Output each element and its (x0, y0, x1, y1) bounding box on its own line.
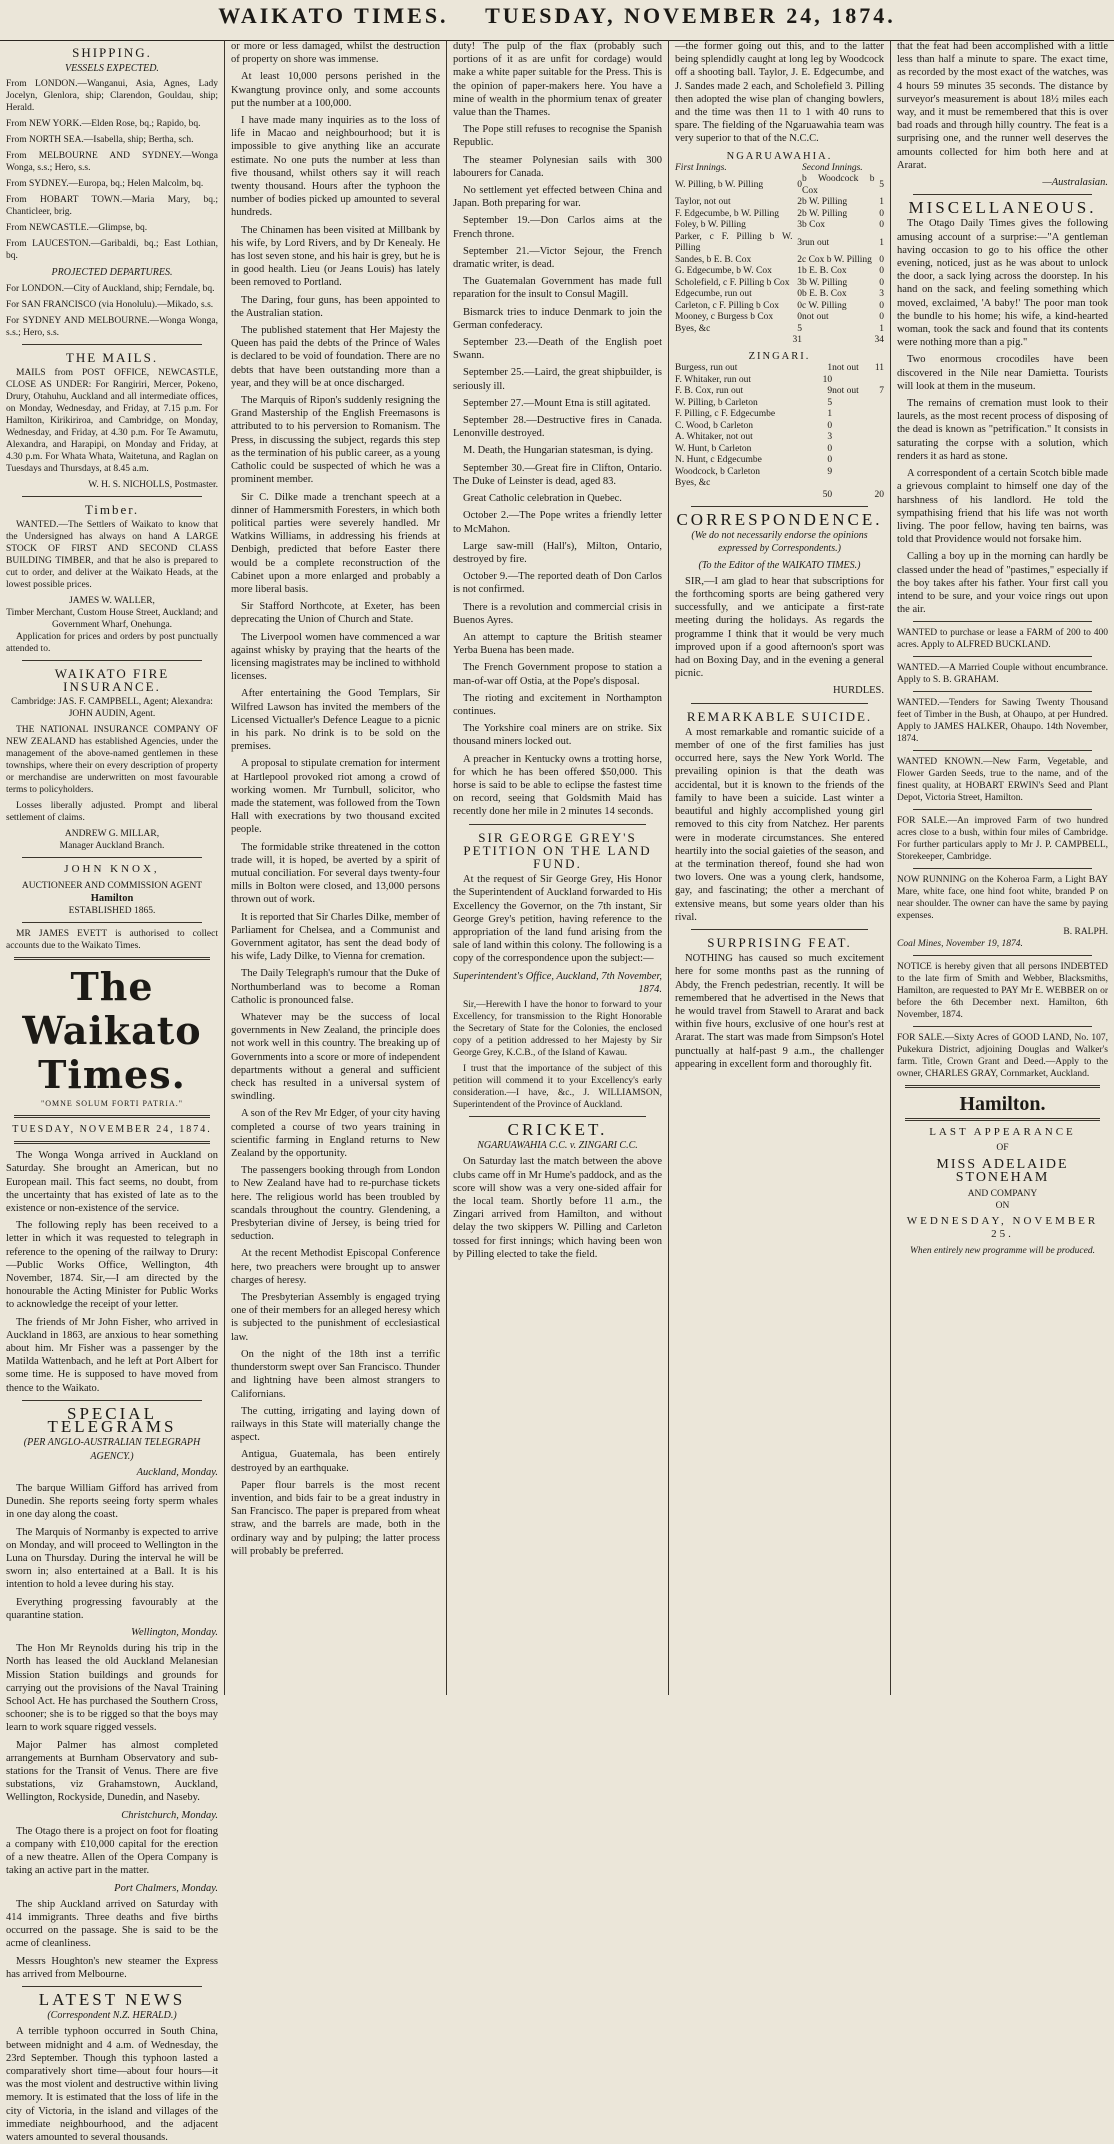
dateline: Wellington, Monday. (131, 1626, 218, 1638)
misc-paragraph: Two enormous crocodiles have been discovered in the Nile near Damietta. Tourists will look at them in the museum. (897, 354, 1108, 392)
divider (22, 660, 202, 661)
article-paragraph: The rioting and excitement in Northampton continues. (453, 692, 662, 717)
article-paragraph: The formidable strike threatened in the cotton trade will, it is hoped, be averted by a spirit of mutual conciliation. For several days twenty-four mills in Bolton were closed, and 13,000 persons thrown out of work. (231, 841, 440, 906)
article-paragraph: An attempt to capture the British steamer Yerba Buena has been made. (453, 631, 662, 657)
divider (22, 1986, 202, 1987)
article-paragraph: Sir Stafford Northcote, at Exeter, has been deprecating the Union of Church and State. (231, 601, 440, 626)
column-2 (224, 40, 446, 1695)
table-row: G. Edgecumbe, b W. Cox 1 b E. B. Cox 0 (675, 266, 884, 277)
divider (905, 1085, 1100, 1088)
mails-heading: THE MAILS. (65, 349, 159, 365)
article-paragraph: The cutting, irrigating and laying down of railways in this State will materially change the aspect. (231, 1405, 440, 1444)
knox-established: ESTABLISHED 1865. (68, 905, 156, 916)
divider (913, 809, 1092, 810)
latest-news-heading: LATEST NEWS (38, 1990, 186, 2010)
timber-note: Application for prices and orders by post punctually attended to. (6, 632, 218, 655)
divider (14, 1115, 210, 1118)
notice-ad: NOTICE is hereby given that all persons INDEBTED to the late firm of Smith and Webber, Blacksmiths, Hamilton, are requested to PAY Mr E. WEBBER on or before the 6th December next. Hamilton, 6th November, 1874. (897, 962, 1108, 1021)
article-paragraph: September 27.—Mount Etna is still agitated. (463, 397, 651, 409)
article-paragraph: The steamer Polynesian sails with 300 labourers for Canada. (453, 154, 662, 179)
article-paragraph: After entertaining the Good Templars, Sir Wilfred Lawson has invited the members of the Licensed Victualler's Defence League to a picnic in his park. No drink is to be sold on the premises. (231, 688, 440, 753)
departures-list (6, 283, 218, 339)
table-row: Byes, &c 5 1 (675, 323, 884, 334)
article-paragraph: The published statement that Her Majesty the Queen has paid the debts of the Prince of Wales is declared to be void of foundation. There are no debts that have been outstanding more than a year, and they will be at once discharged. (231, 325, 440, 389)
table-row: F. Edgecumbe, b W. Pilling 2 b W. Pilling 0 (675, 208, 884, 219)
list-item: For LONDON.—City of Auckland, ship; Ferndale, bq. (6, 283, 215, 294)
list-item: From SYDNEY.—Europa, bq.; Helen Malcolm, bq. (6, 179, 204, 190)
timber-heading: Timber. (84, 501, 140, 517)
divider (469, 1116, 646, 1117)
article-paragraph: The Guatemalan Government has made full reparation for the insult to Consul Magill. (453, 276, 662, 301)
timber-ad: WANTED.—The Settlers of Waikato to know that the Undersigned has always on hand A LARGE STOCK OF FIRST AND SECOND CLASS BUILDING TIMBER, and that he also is prepared to cut to order, and deliver at the Waikato Heads, at the lowest possible prices. (6, 520, 218, 591)
nic-signature-title: Manager Auckland Branch. (59, 841, 165, 852)
article-paragraph: October 9.—The reported death of Don Carlos is not confirmed. (453, 571, 662, 596)
cricket-paragraph: On Saturday last the match between the above clubs came off in Mr Hume's paddock, and as the score will show was a very one-sided affair for the local team. Shortly before 11 a.m., the Zingari arrived from Hamilton, and without delay the two skippers W. Pilling and Carleton tossed for first innings; which having been won by Pilling elected to take the field. (453, 1156, 662, 1260)
cricket-heading: CRICKET. (507, 1120, 608, 1139)
correspondence-note: (We do not necessarily endorse the opinions expressed by Correspondents.) (691, 530, 868, 555)
knox-title: AUCTIONEER AND COMMISSION AGENT (21, 880, 203, 891)
misc-paragraph: The remains of cremation must look to their laurels, as the most recent process of disposing of the dead is known as "petrification." It consists in saturating the corpse with a solution, which renders it as hard as stone. (897, 398, 1108, 462)
telegram-paragraph: The ship Auckland arrived on Saturday with 414 immigrants. Three deaths and five births occurred on the passage. She is said to be the acme of cleanliness. (6, 1898, 218, 1950)
table-row: W. Pilling, b Carleton 5 (675, 397, 833, 408)
scorecard-title: ZINGARI. (748, 350, 811, 362)
table-row: Carleton, c F. Pilling b Cox 0 c W. Pilling 0 (675, 300, 884, 311)
expected-list (6, 78, 218, 262)
mails-signature: W. H. S. NICHOLLS, Postmaster. (88, 479, 218, 490)
cricket-paragraph: —the former going out this, and to the latter being splendidly caught at long leg by Woodcock off a shooting ball. Taylor, J. E. Edgecumbe, and J. Sandes made 2 each, and Scholefield 3. Pilling then adopted the wise plan of changing bowlers, and the time was then 11 to 1 with 40 runs to spare. The fielding of the Ngaruawahia team was very superior to that of the N.C.C. (675, 41, 884, 145)
table-row: N. Hunt, c Edgecumbe 0 (675, 455, 833, 466)
table-row: Byes, &c (675, 478, 711, 489)
list-item: For SAN FRANCISCO (via Honolulu).—Mikado, s.s. (6, 299, 214, 310)
article-paragraph: Sir C. Dilke made a trenchant speech at a dinner of Hammersmith Foresters, in which both political parties were severely handled. Mr Watkins Williams, in addressing his friends at Denbigh, predicted that before Easter there would be a complete reconstruction of the Cabinet upon a more enlarged and probably a more liberal basis. (231, 491, 440, 595)
divider (913, 955, 1092, 956)
national-insurance-ad: THE NATIONAL INSURANCE COMPANY OF NEW ZEALAND has established Agencies, under the management of the above-named gentlemen in these townships, where their on every description of property or merchandise are underwritten on most favourable terms to policyholders. (6, 725, 218, 796)
article-paragraph: The Daring, four guns, has been appointed to the Australian station. (231, 294, 440, 319)
article-paragraph: At the recent Methodist Episcopal Conference here, two preachers were brought up to answer charges of heresy. (231, 1248, 440, 1286)
suicide-text: A most remarkable and romantic suicide of a member of one of the first families has just occurred here, says the New York World. The prevailing opinion is that the death was accidental, but it is known to the friends of the family to have been a suicide. Last winter a beautiful and highly accomplished young girl removed to this city from Natchez. Her parents were in moderate circumstances. She entered heartily into the social gaieties of the season, and at the termination thereof, found she had won two lovers. One was a young clerk, handsome, gay, and fascinating; the other a merchant of extensive means, but some years older than his rival. (675, 726, 884, 923)
masthead (0, 0, 1114, 41)
table-row: Burgess, run out 1 not out 11 (675, 363, 884, 374)
for-sale-farm-ad: FOR SALE.—An improved Farm of two hundred acres close to a bush, within four miles of Cambridge. For further particulars apply to Mr J. P. CAMPBELL, Storekeeper, Cambridge. (897, 816, 1108, 863)
column-3 (446, 40, 668, 1695)
table-row: F. Whitaker, run out 10 (675, 374, 833, 385)
article-paragraph: or more or less damaged, whilst the destruction of property on shore was immense. (231, 41, 440, 66)
wanted-farm-ad: WANTED to purchase or lease a FARM of 200 to 400 acres. Apply to ALFRED BUCKLAND. (897, 628, 1108, 651)
latest-news-paragraph: A terrible typhoon occurred in South China, between midnight and 4 a.m. of Wednesday, the 23rd September. Though this typhoon lasted a comparatively short time—about four hours—it was the most violent and destructive within living memory. It is estimated that the loss of life in the city of Victoria, in the island and villages of the immediate neighbourhood, and the adjacent waters amounted to several thousands. (6, 2026, 218, 2144)
national-insurance-note: Losses liberally adjusted. Prompt and liberal settlement of claims. (6, 801, 218, 824)
mails-text: MAILS from POST OFFICE, NEWCASTLE, CLOSE AS UNDER: For Rangiriri, Mercer, Pokeno, Drury, Otahuhu, Auckland and all intermediate offices, on Monday, Wednesday, and Friday, at 7.15 p.m. For Hamilton, Kirikiriroa, and Cambridge, on Monday, Wednesday, and Friday, at 4.30 p.m. For Te Awamutu, Alexandra, and Harapipi, on Monday and Friday, at 4.30 p.m. For Whata Whata, Waitetuna, and Raglan on Tuesdays and Thursdays, at 8.45 a.m. (6, 367, 218, 474)
divider (691, 703, 868, 704)
divider (22, 922, 202, 923)
list-item: From LAUCESTON.—Garibaldi, bq.; East Lothian, bq. (6, 239, 218, 262)
article-paragraph: A son of the Rev Mr Edger, of your city having completed a course of two years training in scientific farming in England returns to New Zealand by the opportunity. (231, 1108, 440, 1160)
table-row: W. Pilling, b W. Pilling 0 b Woodcock b Cox 5 (675, 174, 884, 196)
scorecard-zingari (675, 363, 884, 501)
article-paragraph: The Yorkshire coal miners are on strike. Six thousand miners locked out. (453, 723, 662, 748)
timber-signature: JAMES W. WALLER, (69, 596, 155, 607)
table-row: Foley, b W. Pilling 3 b Cox 0 (675, 220, 884, 231)
telegram-paragraph: The Hon Mr Reynolds during his trip in the North has leased the old Auckland Melanesian Mission Station buildings and grounds for carrying out the provisions of the Naval Training School Act. He has purchased the Southern Cross, schooner; she is to be rigged so that the boys may learn to work square rigged vessels. (6, 1643, 218, 1734)
article-paragraph: The French Government propose to station a man-of-war off Ostia, at the Pope's disposal. (453, 662, 662, 687)
divider (22, 496, 202, 497)
article-paragraph: Paper flour barrels is the most recent invention, and bids fair to be a great industry in San Francisco. The paper is prepared from wheat straw, and the barrels are made, both in the ordinary way and by pulping; the latter process will probably be preferred. (231, 1479, 440, 1557)
divider (22, 1400, 202, 1401)
misc-paragraph: The Otago Daily Times gives the following amusing account of a surprise:—"A gentleman having occasion to go to his office the other evening, noticed, just as he was about to unlock the door, a sack lying across the doorstep. In his hand on the sack, and feeling something which moved, exclaimed, 'A baby!' The poor man took the bundle to his home; his wife, a kind-hearted woman, took the sack and found that its contents were nothing more than a pig." (897, 218, 1108, 349)
table-row: Woodcock, b Carleton 9 (675, 466, 833, 477)
masthead-date: TUESDAY, NOVEMBER 24, 1874. (485, 3, 896, 28)
article-paragraph: The Pope still refuses to recognise the Spanish Republic. (453, 124, 662, 149)
column-5 (890, 40, 1114, 1695)
latest-news-subheading: (Correspondent N.Z. HERALD.) (47, 2010, 177, 2022)
evett-notice: MR JAMES EVETT is authorised to collect accounts due to the Waikato Times. (6, 928, 218, 951)
lead-paragraph: The Wonga Wonga arrived in Auckland on Saturday. She brought an American, but no European mail. This fact seems, no doubt, from the uncertainty that has existed of late as to the existence or non-existence of the service. (6, 1150, 218, 1215)
departures-heading: PROJECTED DEPARTURES. (51, 267, 173, 279)
telegrams-heading: SPECIAL TELEGRAMS (47, 1403, 177, 1437)
first-innings-label: First Innings. (675, 162, 727, 173)
article-paragraph: No settlement yet effected between China and Japan. Both preparing for war. (453, 185, 662, 210)
divider (14, 1141, 210, 1144)
wanted-known-ad: WANTED KNOWN.—New Farm, Vegetable, and Flower Garden Seeds, true to the name, and of the finest quality, at HOBART ERWIN's Seed and Plant Depot, Victoria Street, Hamilton. (897, 757, 1108, 804)
table-row-total: 50 20 (822, 489, 884, 500)
lead-paragraph: The following reply has been received to a letter in which it was requested to telegraph in reference to the opening of the railway to Drury:—Public Works Office, Wellington, 4th November, 1874. Sir,—I am directed by the honourable the Acting Minister for Public Works to acknowledge the receipt of your letter. (6, 1220, 218, 1311)
now-running-ad: NOW RUNNING on the Koheroa Farm, a Light BAY Mare, white face, one hind foot white, branded P on near shoulder. The owner can have the same by paying expenses. (897, 875, 1108, 922)
article-paragraph: The passengers booking through from London to New Zealand have had to re-purchase tickets here. The religious world has been troubled by scandals throughout the country. Glendening, a Presbyterian divine of Jersey, is being tried for seduction. (231, 1165, 440, 1243)
divider (22, 344, 202, 345)
paper-title: The Waikato Times. (22, 963, 202, 1097)
now-running-signature: B. RALPH. (1063, 927, 1108, 938)
list-item: For SYDNEY AND MELBOURNE.—Wonga Wonga, s.s.; Hero, s.s. (6, 315, 218, 338)
article-paragraph: September 25.—Laird, the great shipbuilder, is seriously ill. (453, 367, 662, 392)
correspondence-text: SIR,—I am glad to hear that subscriptions for the forthcoming sports are being gathered very successfully, and we anticipate a first-rate meeting during the holidays. As regards the programme I think that it would be very much improved upon if a good afternoon's sport was had on Boxing Day, and in the evening a general picnic. (675, 575, 884, 680)
divider (22, 857, 202, 858)
nic-signature: ANDREW G. MILLAR, (64, 829, 160, 840)
company-label: AND COMPANY (967, 1189, 1038, 1200)
article-paragraph: September 28.—Destructive fires in Canada. Lenonville destroyed. (453, 415, 662, 440)
list-item: From LONDON.—Wanganui, Asia, Agnes, Lady Jocelyn, Glenlora, ship; Clarendon, Gouldau, ship; Herald. (6, 79, 218, 114)
timber-address: Timber Merchant, Custom House Street, Auckland; and Government Wharf, Onehunga. (6, 608, 218, 631)
table-row-total: 31 34 (792, 335, 884, 346)
fire-insurance-heading: WAIKATO FIRE INSURANCE. (54, 666, 170, 695)
misc-paragraph: Calling a boy up in the morning can hardly be classed under the head of "pastimes," especially if the boy takes after his father. Your first call you intend to be sure, and your voice rings out upon the air. (897, 551, 1108, 616)
fire-agents: Cambridge: JAS. F. CAMPBELL, Agent; Alexandra: JOHN AUDIN, Agent. (11, 697, 213, 720)
expected-heading: VESSELS EXPECTED. (65, 63, 159, 75)
table-row: F. Pilling, c F. Edgecumbe 1 (675, 409, 833, 420)
article-paragraph: There is a revolution and commercial crisis in Buenos Ayres. (453, 601, 662, 626)
table-row: Mooney, c Burgess b Cox 0 not out 0 (675, 312, 884, 323)
correspondence-to: (To the Editor of the WAIKATO TIMES.) (698, 559, 861, 571)
telegrams-subheading: (PER ANGLO-AUSTRALIAN TELEGRAPH AGENCY.) (23, 1437, 201, 1462)
shipping-heading: SHIPPING. (72, 45, 152, 60)
issue-date: TUESDAY, NOVEMBER 24, 1874. (12, 1124, 212, 1136)
on-label: ON (995, 1201, 1010, 1212)
table-row: Edgecumbe, run out 0 b E. B. Cox 3 (675, 289, 884, 300)
column-4 (668, 40, 890, 1695)
paper-motto: "OMNE SOLUM FORTI PATRIA." (41, 1098, 183, 1108)
telegram-paragraph: Everything progressing favourably at the quarantine station. (6, 1596, 218, 1621)
telegram-paragraph: Messrs Houghton's new steamer the Express has arrived from Melbourne. (6, 1955, 218, 1980)
table-row: W. Hunt, b Carleton 0 (675, 443, 833, 454)
correspondence-heading: CORRESPONDENCE. (676, 510, 883, 530)
article-paragraph: The Liverpool women have commenced a war against whisky by praying that the hearts of the licensing magistrates may be inclined to withhold licenses. (231, 631, 440, 683)
telegram-paragraph: The Marquis of Normanby is expected to arrive on Monday, and will proceed to Wellington in the Luna on Thursday. During the interval he will be sworn in; also entertained at a Ball. It is his intention to hold a levee during his stay. (6, 1526, 218, 1591)
list-item: From NEW YORK.—Elden Rose, bq.; Rapido, bq. (6, 119, 201, 130)
article-paragraph: On the night of the 18th inst a terrific thunderstorm swept over San Francisco. Thunder and lightning have been almost strangers to Californians. (231, 1348, 440, 1400)
list-item: From NORTH SEA.—Isabella, ship; Bertha, sch. (6, 135, 194, 146)
petition-paragraph: Sir,—Herewith I have the honor to forward to your Excellency, for transmission to the Right Honorable the Secretary of State for the Colonies, the enclosed copy of a petition addressed to her Majesty by Sir George Grey, K.C.B., of the Island of Kawau. (453, 1000, 662, 1058)
performance-date: WEDNESDAY, NOVEMBER 25. (906, 1215, 1099, 1241)
dateline: Auckland, Monday. (136, 1466, 218, 1478)
divider (913, 656, 1092, 657)
masthead-title: WAIKATO TIMES. (218, 3, 449, 28)
table-row: A. Whitaker, not out 3 (675, 432, 833, 443)
article-paragraph: It is reported that Sir Charles Dilke, member of Parliament for Chelsea, and a Communist and Government agitator, has sent the dead body of his wife, Lady Dilke, to Vienna for cremation. (231, 911, 440, 963)
cricket-subheading: NGARUAWAHIA C.C. v. ZINGARI C.C. (477, 1140, 638, 1152)
divider (14, 957, 210, 960)
scorecard-title: NGARUAWAHIA. (726, 150, 833, 162)
article-paragraph: Great Catholic celebration in Quebec. (463, 493, 622, 505)
article-paragraph: At least 10,000 persons perished in the Kwangtung province only, and some accounts put the number at a 100,000. (231, 71, 440, 109)
table-header (675, 163, 884, 175)
table-row: Parker, c F. Pilling b W. Pilling 3 run out 1 (675, 231, 884, 254)
divider (913, 691, 1092, 692)
divider (913, 868, 1092, 869)
article-paragraph: A preacher in Kentucky owns a trotting horse, for which he has been offered $50,000. This horse is said to be able to eclipse the fastest time on record, seeing that Goldsmith Maid has recently done her mile in 2 minutes 14 seconds. (453, 753, 662, 818)
now-running-place: Coal Mines, November 19, 1874. (897, 939, 1023, 950)
last-appearance: LAST APPEARANCE (929, 1125, 1076, 1138)
wanted-tenders-ad: WANTED.—Tenders for Sawing Twenty Thousand feet of Timber in the Bush, at Ohaupo, at per Hundred. Apply to JAMES HALKER, Ohaupo. 14th November, 1874. (897, 698, 1108, 745)
article-paragraph: The Marquis of Ripon's suddenly resigning the Grand Mastership of the English Freemasons is attributed to to his perversion to Romanism. The Press, in discussing the subject, regards this step as the termination of his public career, as a young Catholic could be suspected of which he was a prominent member. (231, 395, 440, 486)
divider (905, 1118, 1100, 1121)
article-source: —Australasian. (1042, 177, 1108, 189)
knox-name: JOHN KNOX, (64, 863, 160, 876)
article-paragraph: October 2.—The Pope writes a friendly letter to McMahon. (453, 510, 662, 535)
divider (691, 506, 868, 507)
miscellaneous-heading: MISCELLANEOUS. (908, 198, 1097, 218)
telegram-paragraph: The barque William Gifford has arrived from Dunedin. She reports seeing forty sperm whales in one day along the coast. (6, 1482, 218, 1521)
article-paragraph: A proposal to stipulate cremation for interment at Hartlepool provoked riot among a crowd of working women. Mr Turnbull, solicitor, who made the statement, was followed from the Town Hall with execrations by two thousand excited people. (231, 758, 440, 836)
article-paragraph: September 30.—Great fire in Clifton, Ontario. The Duke of Leinster is dead, aged 83. (453, 462, 662, 487)
article-paragraph: M. Death, the Hungarian statesman, is dying. (463, 445, 654, 457)
dateline: Christchurch, Monday. (121, 1809, 218, 1821)
list-item: From NEWCASTLE.—Glimpse, bq. (6, 223, 148, 234)
article-paragraph: September 23.—Death of the English poet Swann. (453, 337, 662, 362)
lead-paragraph: The friends of Mr John Fisher, who arrived in Auckland in 1863, are anxious to hear something about him. Mr Fisher was a passenger by the Matilda Wattenbach, and he left at Port Albert for some time. He is supposed to have moved from thence to the Waikato. (6, 1316, 218, 1394)
divider (913, 750, 1092, 751)
divider (691, 929, 868, 930)
telegram-paragraph: Major Palmer has almost completed arrangements at Burnham Observatory and sub-stations for the Transit of Venus. There are five substations, viz Grahamstown, Auckland, Wellington, Rockyside, Dunedin, and Naseby. (6, 1739, 218, 1804)
table-row: Scholefield, c F. Pilling b Cox 3 b W. Pilling 0 (675, 277, 884, 288)
correspondence-signature: HURDLES. (832, 685, 884, 697)
column-1 (0, 40, 224, 2144)
article-paragraph: Whatever may be the success of local governments in New Zealand, the principle does not work well in this country. The breaking up of Governments into a score or more of independent departments without a general and sufficient check has resulted in a universal system of swindling. (231, 1012, 440, 1103)
divider (469, 824, 646, 825)
dateline: Port Chalmers, Monday. (114, 1882, 218, 1894)
article-paragraph: duty! The pulp of the flax (probably such portions of it as are unfit for cordage) would make a white paper suitable for the Press. This is the opinion of paper-makers here. You have a mine of wealth in the phormium tenax of greater value than the Thames. (453, 41, 662, 119)
article-paragraph: September 21.—Victor Sejour, the French dramatic writer, is dead. (453, 245, 662, 271)
divider (913, 1026, 1092, 1027)
feat-text: NOTHING has caused so much excitement here for some months past as the running of Abdy, the French pedestrian, recently. It will be remembered that he advertised in the News that he would travel from Stawell to Ararat and back within five hours, exclusive of one hour's rest at Ararat. The start was made from Simpson's Hotel punctually at half-past 9 a.m., the challenger appearing in excellent form and thoroughly fit. (675, 953, 884, 1070)
article-paragraph: The Chinamen has been visited at Millbank by his wife, by Lord Rivers, and by Dr Kenealy. He has lost seven stone, and his hair is grey, but he is in good health. Lieu (or Jeans Louis) has lately been removed to Portland. (231, 224, 440, 289)
table-row: F. B. Cox, run out 9 not out 7 (675, 386, 884, 397)
petition-heading: SIR GEORGE GREY'S PETITION ON THE LAND FUND. (463, 829, 652, 871)
article-paragraph: I have made many inquiries as to the loss of life in Macao and neighbourhood; but it is impossible to give anything like an accurate estimate. No one puts the number at less than five thousand, whilst others say it will reach twenty thousand. Hours after the typhoon the number of bodies picked up amounted to several hundreds. (231, 115, 440, 219)
table-row: Taylor, not out 2 b W. Pilling 1 (675, 197, 884, 208)
scorecard-ngaruawahia (675, 163, 884, 347)
table-row: C. Wood, b Carleton 0 (675, 420, 833, 431)
petition-paragraph: At the request of Sir George Grey, His Honor the Superintendent of Auckland forwarded to His Excellency the Governor, on the 7th instant, Sir George Grey's petition, having reference to the appropriation of the land fund arising from the sale of land within this colony. The following is a copy of the correspondence upon the subject:— (453, 874, 662, 965)
article-paragraph: September 19.—Don Carlos aims at the French throne. (453, 215, 662, 240)
list-item: From MELBOURNE AND SYDNEY.—Wonga Wonga, s.s.; Hero, s.s. (6, 151, 218, 174)
divider (913, 194, 1092, 195)
article-paragraph: Bismarck tries to induce Denmark to join the German confederacy. (453, 306, 662, 331)
hamilton-heading: Hamilton. (959, 1093, 1046, 1116)
performance-note: When entirely new programme will be produced. (910, 1245, 1095, 1256)
feat-heading: SURPRISING FEAT. (707, 934, 852, 950)
second-innings-label: Second Innings. (801, 162, 863, 173)
of-label: OF (996, 1142, 1009, 1153)
article-paragraph: Large saw-mill (Hall's), Milton, Ontario, destroyed by fire. (453, 540, 662, 565)
wanted-couple-ad: WANTED.—A Married Couple without encumbrance. Apply to S. B. GRAHAM. (897, 663, 1108, 686)
list-item: From HOBART TOWN.—Maria Mary, bq.; Chanticleer, brig. (6, 195, 218, 218)
knox-place: Hamilton (90, 892, 134, 904)
suicide-heading: REMARKABLE SUICIDE. (686, 708, 873, 724)
telegram-paragraph: The Otago there is a project on foot for floating a company with £10,000 capital for the erection of a new theatre. Allen of the Opera Company is taking an active part in the matter. (6, 1825, 218, 1877)
stoneham-name: MISS ADELAIDE STONEHAM (936, 1156, 1069, 1185)
misc-paragraph: A correspondent of a certain Scotch bible made a grievous complaint to himself one day of the harshness of his landlord. He told the sympathising friend that his life was not worth living. The poor fellow, having ten bairns, was told that Providence would not forsake him. (897, 468, 1108, 546)
article-paragraph: The Daily Telegraph's rumour that the Duke of Northumberland was to become a Roman Catholic is pronounced false. (231, 968, 440, 1006)
petition-dateline: Superintendent's Office, Auckland, 7th November, 1874. (453, 970, 662, 995)
table-row: Sandes, b E. B. Cox 2 c Cox b W. Pilling 0 (675, 254, 884, 265)
divider (913, 621, 1092, 622)
for-sale-land-ad: FOR SALE.—Sixty Acres of GOOD LAND, No. 107, Pukekura District, adjoining Douglas and Walker's farm. Title, Crown Grant and Deed.—Apply to the owner, CHARLES GRAY, Cornmarket, Auckland. (897, 1033, 1108, 1080)
article-paragraph: The Presbyterian Assembly is engaged trying one of their members for an alleged heresy which is subjected to the punishment of ecclesiastical law. (231, 1292, 440, 1343)
petition-paragraph: I trust that the importance of the subject of this petition will commend it to your Excellency's early consideration.—I have, &c., J. WILLIAMSON, Superintendent of the Province of Auckland. (453, 1064, 662, 1110)
article-paragraph: that the feat had been accomplished with a little less than half a minute to spare. The exact time, as recorded by the most exact of the watches, was 4 hours 59 minutes 35 seconds. The distance by surveyor's measurement is about 18½ miles each way, and it must be remembered that this is over bad roads and through hilly country. The feat is a surprising one, and the runner well deserves the amounts collected for him both here and at Ararat. (897, 41, 1108, 171)
article-paragraph: Antigua, Guatemala, has been entirely destroyed by an earthquake. (231, 1449, 440, 1474)
